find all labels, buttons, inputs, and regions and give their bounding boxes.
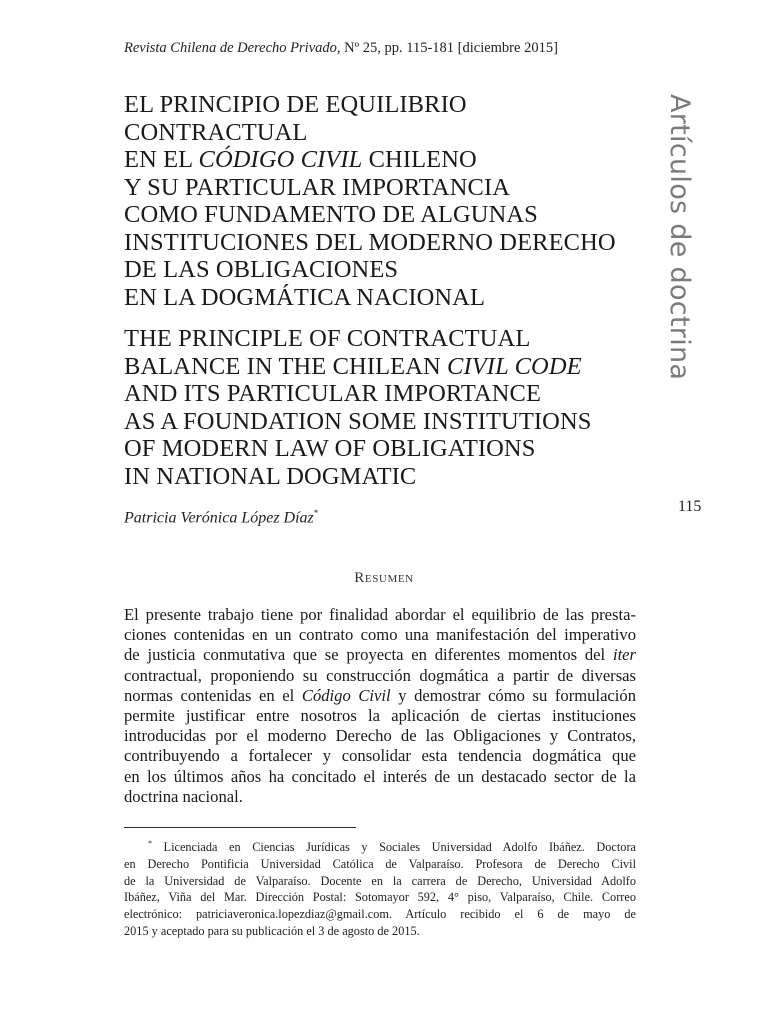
author-name: [124, 508, 318, 527]
title-es-line: Y SU PARTICULAR IMPORTANCIA: [124, 173, 510, 201]
abstract-italic: Código Civil: [301, 685, 391, 705]
footnote-line: en Derecho Pontificia Universidad Católica de Valparaíso. Profesora de Derecho Civil: [124, 856, 636, 871]
abstract-line: contractual, proponiendo su construcción dogmática a partir de diversas: [124, 665, 636, 685]
abstract-italic: iter: [612, 645, 636, 665]
title-es-line: INSTITUCIONES DEL MODERNO DERECHO: [124, 228, 616, 256]
journal-issue: Nº 25, pp. 115-181 [diciembre 2015]: [340, 40, 558, 56]
footnote-mark: *: [148, 839, 152, 848]
title-es-line: CONTRACTUAL: [124, 118, 308, 146]
abstract-line: El presente trabajo tiene por finalidad abordar el equilibrio de las presta-: [124, 605, 636, 624]
footnote-divider: [124, 827, 356, 828]
title-es-text: EN EL: [124, 146, 199, 173]
footnote-line: de la Universidad de Valparaíso. Docente en la carrera de Derecho, Universidad Adolfo: [124, 873, 636, 888]
abstract-heading: Resumen: [354, 570, 414, 586]
title-en-italic: CIVIL CODE: [447, 352, 582, 380]
section-label: Artículos de doctrina: [664, 94, 695, 381]
abstract-line: permite justificar entre nosotros la aplicación de ciertas instituciones: [124, 706, 636, 726]
title-en-text: BALANCE IN THE CHILEAN: [124, 352, 448, 380]
abstract-text: normas contenidas en el: [124, 685, 302, 705]
footnote-text: Licenciada en Ciencias Jurídicas y Sociales Universidad Adolfo Ibáñez. Doctora: [152, 840, 636, 855]
title-en-line: [124, 353, 664, 381]
abstract-line: en los últimos años ha concitado el interés de un destacado sector de la: [124, 766, 636, 786]
journal-header: [124, 40, 558, 57]
title-es-line: [124, 146, 664, 174]
author-text: Patricia Verónica López Díaz: [124, 509, 314, 527]
abstract-text: de justicia conmutativa que se proyecta en diferentes momentos del: [124, 645, 613, 665]
author-footnote-mark: *: [313, 508, 319, 518]
footnote-line: electrónico: patriciaveronica.lopezdiaz@gmail.com. Artículo recibido el 6 de mayo de: [124, 907, 636, 922]
abstract-line: ciones contenidas en un contrato como una manifestación del imperativo: [124, 625, 636, 645]
abstract-line: [124, 645, 636, 665]
footnote: [124, 836, 636, 940]
title-spanish: [124, 91, 664, 311]
abstract-text: y demostrar cómo su formulación: [390, 685, 636, 705]
title-es-line: EL PRINCIPIO DE EQUILIBRIO: [124, 91, 467, 118]
title-en-line: OF MODERN LAW OF OBLIGATIONS: [124, 435, 536, 462]
title-es-line: EN LA DOGMÁTICA NACIONAL: [124, 283, 486, 311]
footnote-line: [124, 836, 636, 856]
title-en-line: AS A FOUNDATION SOME INSTITUTIONS: [124, 407, 592, 435]
footnote-line: 2015 y aceptado para su publicación el 3 de agosto de 2015.: [124, 924, 420, 939]
title-en-line: AND ITS PARTICULAR IMPORTANCE: [124, 380, 542, 407]
title-es-italic: CÓDIGO CIVIL: [198, 146, 363, 173]
title-es-line: COMO FUNDAMENTO DE ALGUNAS: [124, 201, 538, 228]
page-number: 115: [678, 498, 702, 515]
journal-name: Revista Chilena de Derecho Privado,: [124, 40, 341, 56]
title-en-line: IN NATIONAL DOGMATIC: [124, 462, 417, 490]
abstract-line: introducidas por el moderno Derecho de las Obligaciones y Contratos,: [124, 726, 636, 746]
title-en-line: THE PRINCIPLE OF CONTRACTUAL: [124, 325, 531, 352]
abstract-line: contribuyendo a fortalecer y consolidar esta tendencia dogmática que: [124, 746, 636, 766]
abstract-body: [124, 605, 636, 807]
title-es-line: DE LAS OBLIGACIONES: [124, 256, 399, 283]
abstract-line: [124, 686, 636, 706]
abstract-line: doctrina nacional.: [124, 786, 243, 806]
footnote-line: Ibáñez, Viña del Mar. Dirección Postal: Sotomayor 592, 4° piso, Valparaíso, Chile. Correo: [124, 890, 636, 905]
title-english: [124, 325, 664, 490]
title-es-text: CHILENO: [362, 146, 477, 173]
